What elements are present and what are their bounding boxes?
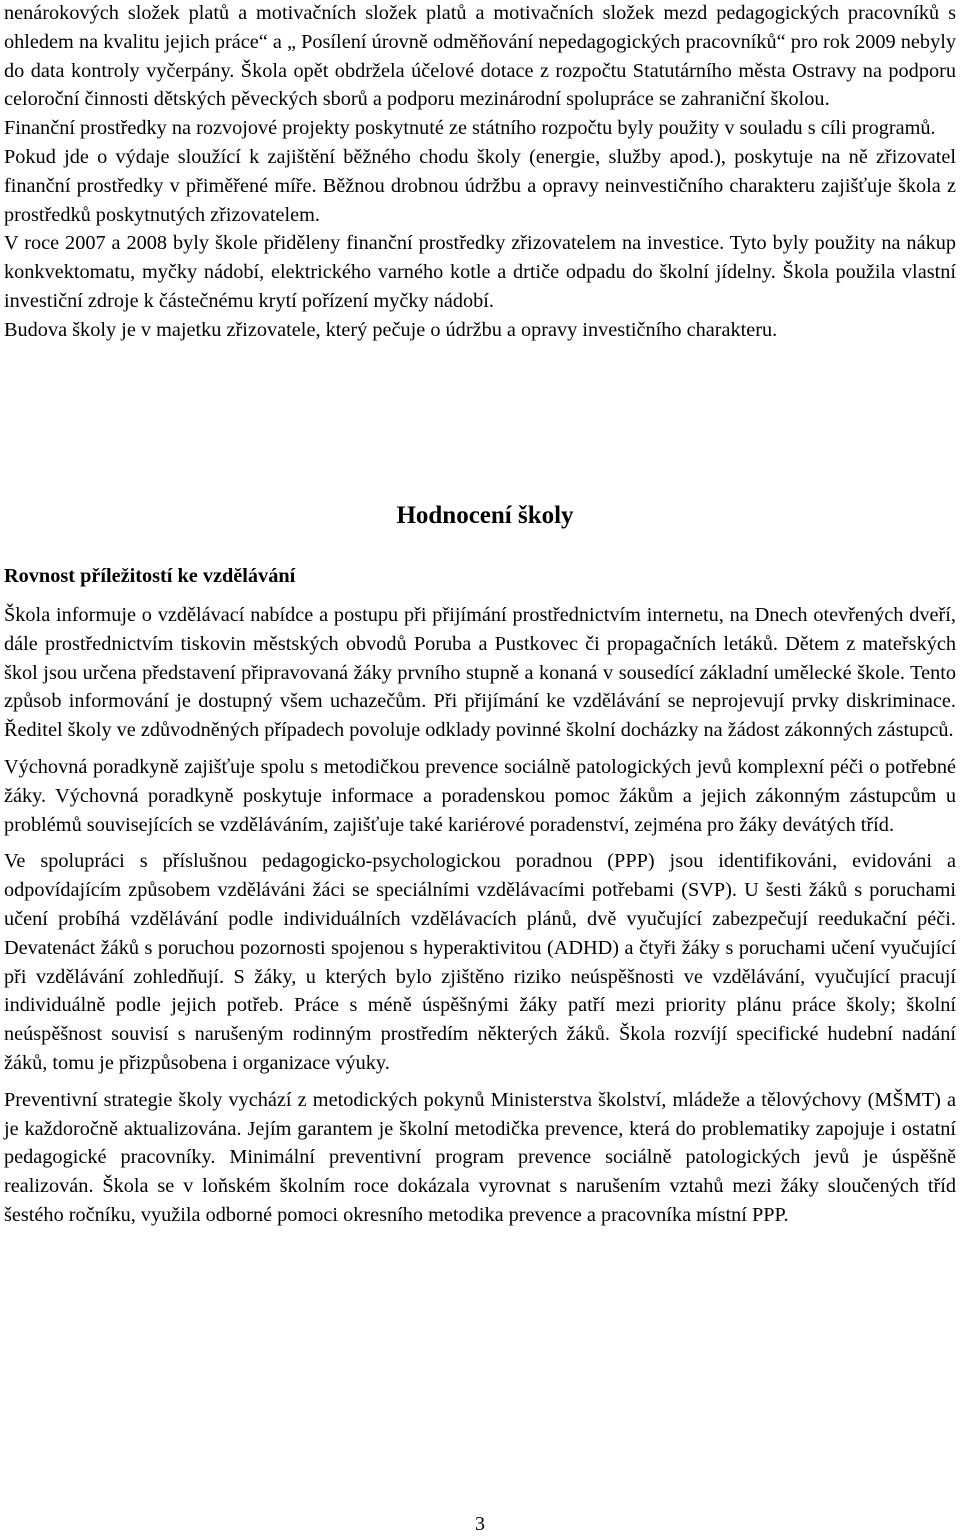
paragraph-building: Budova školy je v majetku zřizovatele, který pečuje o údržbu a opravy investičního charakteru. [4,318,778,341]
section-title-school-evaluation: Hodnocení školy [396,502,574,529]
paragraph-development-projects: Finanční prostředky na rozvojové projekty poskytnuté ze státního rozpočtu byly použity v souladu s cíli programů. [4,117,936,140]
financing-section [4,0,956,345]
paragraph-prevention-strategy: Preventivní strategie školy vychází z metodických pokynů Ministerstva školství, mládeže a tělovýchovy (MŠMT) a je každoročně aktualizována. Jejím garantem je školní metodička prevence, která do problematiky zapojuje i ostatní pedagogické pracovníky. Minimální preventivní program prevence sociálně patologických jevů je úspěšně realizován. Škola se v loňském školním roce dokázala vyrovnat s narušením vztahů mezi žáky sloučených tříd šestého ročníku, využila odborné pomoci okresního metodika prevence a pracovníka místní PPP. [4,1088,956,1226]
paragraph-investments: V roce 2007 a 2008 byly škole přiděleny finanční prostředky zřizovatelem na investice. Tyto byly použity na nákup konkvektomatu, myčky nádobí, elektrického varného kotle a drtiče odpadu do školní jídelny. Škola použila vlastní investiční zdroje k částečnému krytí pořízení myčky nádobí. [4,232,956,312]
subsection-title-equal-opportunities: Rovnost příležitostí ke vzdělávání [4,565,296,587]
paragraph-admissions-info: Škola informuje o vzdělávací nabídce a postupu při přijímání prostřednictvím internetu, na Dnech otevřených dveří, dále prostřednictvím tiskovin městských obvodů Poruba a Pustkovec či propagačních letáků. Dětem z mateřských škol jsou určena představení připravovaná žáky prvního stupně a konaná v sousedící základní umělecké škole. Tento způsob informování je dostupný všem uchazečům. Při přijímání ke vzdělávání se neprojevují prvky diskriminace. Ředitel školy ve zdůvodněných případech povoluje odklady povinné školní docházky na žádost zákonných zástupců. [4,604,956,742]
paragraph-special-needs: Ve spolupráci s příslušnou pedagogicko-psychologickou poradnou (PPP) jsou identifikováni, evidováni a odpovídajícím způsobem vzděláváni žáci se speciálními vzdělávacími potřebami (SVP). U šesti žáků s poruchami učení probíhá vzdělávání podle individuálních vzdělávacích plánů, dvě vyučující zabezpečují reedukační péči. Devatenáct žáků s poruchou pozornosti spojenou s hyperaktivitou (ADHD) a čtyři žáky s poruchami učení vyučující při vzdělávání zohledňují. S žáky, u kterých bylo zjištěno riziko neúspěšnosti ve vzdělávání, vyučující pracují individuálně podle jejich potřeb. Práce s méně úspěšnými žáky patří mezi priority plánu práce školy; školní neúspěšnost souvisí s narušeným rodinným prostředím některých žáků. Škola rozvíjí specifické hudební nadání žáků, tomu je přizpůsobena i organizace výuky. [4,850,956,1074]
paragraph-operating-costs: Pokud jde o výdaje sloužící k zajištění běžného chodu školy (energie, služby apod.), poskytuje na ně zřizovatel finanční prostředky v přiměřené míře. Běžnou drobnou údržbu a opravy neinvestičního charakteru zajišťuje škola z prostředků poskytnutých zřizovatelem. [4,145,956,226]
equal-opportunities-section [4,601,956,1230]
page-number: 3 [475,1513,485,1535]
paragraph-counselling: Výchovná poradkyně zajišťuje spolu s metodičkou prevence sociálně patologických jevů komplexní péči o potřebné žáky. Výchovná poradkyně poskytuje informace a poradenskou pomoc žákům a jejich zákonným zástupcům u problémů souvisejících se vzděláváním, zajišťuje také kariérové poradenství, zejména pro žáky devátých tříd. [4,755,956,836]
paragraph-bonus-funds: nenárokových složek platů a motivačních složek platů a motivačních složek mezd pedagogických pracovníků s ohledem na kvalitu jejich práce“ a „ Posílení úrovně odměňování nepedagogických pracovníků“ pro rok 2009 nebyly do data kontroly vyčerpány. Škola opět obdržela účelové dotace z rozpočtu Statutárního města Ostravy na podporu celoroční činnosti dětských pěveckých sborů a podporu mezinárodní spolupráce se zahraniční školou. [4,2,956,111]
